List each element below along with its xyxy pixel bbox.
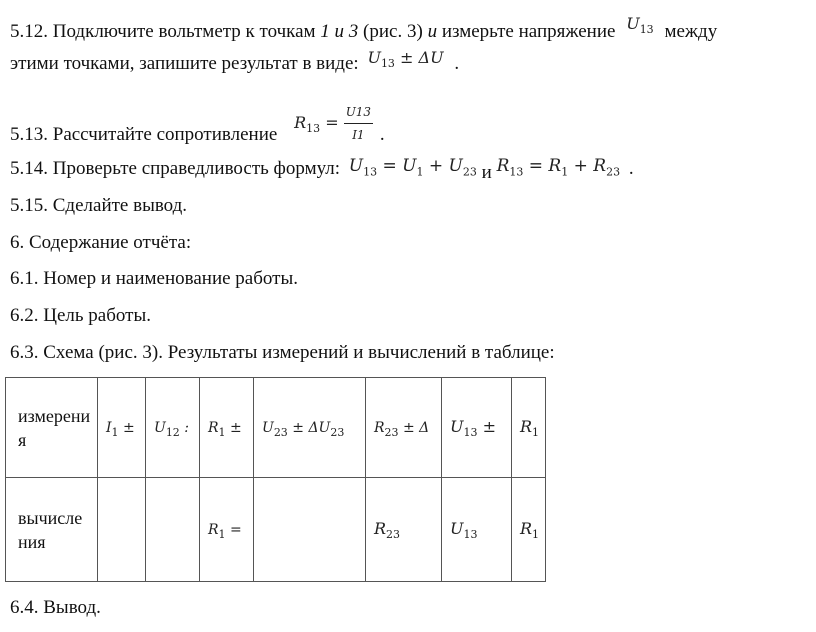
value-cell: $R_{23}$ [366, 478, 442, 582]
item-6-4: 6.4. Вывод. [10, 597, 101, 618]
text: измерьте напряжение [441, 21, 616, 42]
item-5-12-line2 [10, 48, 460, 81]
row-label-calculations: вычисления [6, 478, 98, 582]
header-cell: $U_{12}$ : [146, 378, 200, 478]
empty-cell [98, 478, 146, 582]
header-cell: $R_{23} \pm \Delta$ [366, 378, 442, 478]
value-cell: $R_1$ = [200, 478, 254, 582]
text: этими точками, запишите результат в виде: [10, 53, 359, 74]
period: . [454, 53, 460, 74]
text: между [664, 21, 718, 42]
text: 5.14. Проверьте справедливость формул: [10, 158, 341, 179]
item-5-12-line1 [10, 14, 718, 49]
header-cell: $U_{23} \pm \Delta U_{23}$ [254, 378, 366, 478]
figure-ref: (рис. 3) [363, 21, 423, 42]
item-5-15: 5.15. Сделайте вывод. [10, 195, 188, 216]
and-text: и [481, 162, 492, 183]
item-5-14 [10, 158, 634, 186]
text: 5.13. Рассчитайте сопротивление [10, 124, 278, 145]
value-cell: $R_1$ [512, 478, 546, 582]
item-6-3: 6.3. Схема (рис. 3). Результаты измерений и вычислений в таблице: [10, 342, 555, 363]
period: . [628, 158, 634, 179]
period: . [379, 124, 385, 145]
header-cell: $I_1$ ± [98, 378, 146, 478]
section-6-heading: 6. Содержание отчёта: [10, 232, 192, 253]
results-table [5, 377, 546, 582]
text: 5.12. Подключите вольтметр к точкам [10, 21, 316, 42]
formula-u13-pm: U13 ± ΔU [367, 48, 444, 71]
table-row [6, 478, 546, 582]
formula-u13: U13 [626, 14, 654, 37]
item-5-13 [10, 105, 385, 158]
value-cell: $U_{13}$ [442, 478, 512, 582]
item-6-2: 6.2. Цель работы. [10, 305, 151, 326]
header-cell: $R_1$ [512, 378, 546, 478]
formula-r13-definition: R13 = U13 I1 [294, 113, 373, 132]
header-cell: $U_{13}$ ± [442, 378, 512, 478]
points-text: 1 и 3 [320, 21, 359, 42]
item-6-1: 6.1. Номер и наименование работы. [10, 268, 298, 289]
table-row [6, 378, 546, 478]
empty-cell [146, 478, 200, 582]
header-cell: $R_1$ ± [200, 378, 254, 478]
formula-u13-sum: $U_{13} = U_1 + U_{23}$ [348, 156, 477, 179]
conj-text: и [427, 21, 438, 42]
fraction: $\frac{U13}{I1}$ [344, 101, 373, 146]
empty-cell [254, 478, 366, 582]
formula-r13-sum: $R_{13} = R_1 + R_{23}$ [496, 156, 621, 179]
row-label-measurements: измерения [6, 378, 98, 478]
